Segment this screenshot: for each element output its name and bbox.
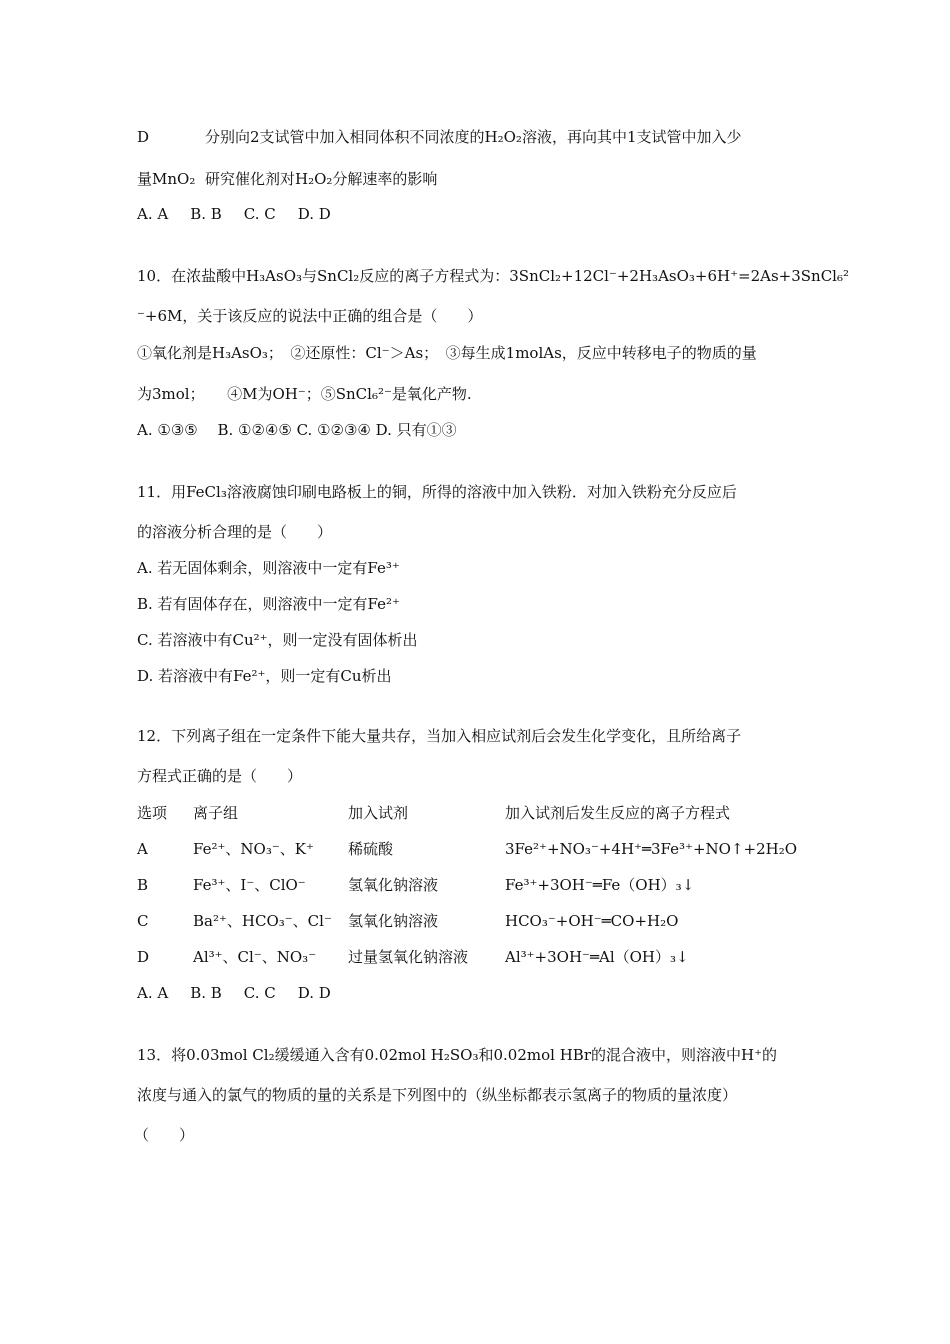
q12-row-d-ions: Al³⁺、Cl⁻、NO₃⁻ bbox=[193, 948, 317, 966]
q9-option-d: D. D bbox=[297, 205, 331, 223]
q13-stem-line2: 浓度与通入的氯气的物质的量的关系是下列图中的（纵坐标都表示氢离子的物质的量浓度） bbox=[137, 1086, 738, 1104]
q9-option-d-purpose: 研究催化剂对H₂O₂分解速率的影响 bbox=[205, 170, 438, 188]
q11-stem-line1: 11．用FeCl₃溶液腐蚀印刷电路板上的铜，所得的溶液中加入铁粉．对加入铁粉充分反应后 bbox=[137, 483, 737, 501]
q12-option-a: A. A bbox=[137, 984, 169, 1002]
q11-stem-line2: 的溶液分析合理的是（ ） bbox=[137, 523, 333, 541]
q10-statements-line2: 为3mol； ④M为OH⁻；⑤SnCl₆²⁻是氧化产物. bbox=[137, 385, 472, 403]
q11-option-a: A. 若无固体剩余，则溶液中一定有Fe³⁺ bbox=[137, 559, 400, 577]
q12-option-b: B. B bbox=[190, 984, 222, 1002]
q12-stem-line2: 方程式正确的是（ ） bbox=[137, 767, 303, 785]
q12-header-option: 选项 bbox=[137, 804, 168, 822]
q11-option-d: D. 若溶液中有Fe²⁺，则一定有Cu析出 bbox=[137, 667, 392, 685]
q11-option-b: B. 若有固体存在，则溶液中一定有Fe²⁺ bbox=[137, 595, 400, 613]
q12-row-b-reagent: 氢氧化钠溶液 bbox=[348, 876, 439, 894]
q12-stem-line1: 12．下列离子组在一定条件下能大量共存，当加入相应试剂后会发生化学变化，且所给离子 bbox=[137, 727, 742, 745]
q12-row-c-ions: Ba²⁺、HCO₃⁻、Cl⁻ bbox=[193, 912, 332, 930]
q10-stem-line1: 10．在浓盐酸中H₃AsO₃与SnCl₂反应的离子方程式为：3SnCl₂+12Cl⁻+2H₃AsO₃+6H⁺=2As+3SnCl₆² bbox=[137, 267, 850, 285]
q10-statements-line1: ①氧化剂是H₃AsO₃； ②还原性：Cl⁻＞As； ③每生成1molAs，反应中转移电子的物质的量 bbox=[137, 344, 757, 362]
q12-row-a-ions: Fe²⁺、NO₃⁻、K⁺ bbox=[193, 840, 314, 858]
q13-answer-blank: （ ） bbox=[134, 1126, 195, 1144]
q12-header-reagent: 加入试剂 bbox=[348, 804, 409, 822]
q12-row-a-equation: 3Fe²⁺+NO₃⁻+4H⁺═3Fe³⁺+NO↑+2H₂O bbox=[505, 840, 798, 858]
q10-stem-line2: ⁻+6M，关于该反应的说法中正确的组合是（ ） bbox=[137, 307, 483, 325]
q9-answer-options bbox=[137, 204, 353, 224]
q12-header-ions: 离子组 bbox=[193, 804, 239, 822]
q12-row-b-ions: Fe³⁺、I⁻、ClO⁻ bbox=[193, 876, 306, 894]
q12-row-b-option: B bbox=[137, 876, 149, 894]
q12-row-d-equation: Al³⁺+3OH⁻═Al（OH）₃↓ bbox=[505, 948, 689, 966]
q12-row-c-reagent: 氢氧化钠溶液 bbox=[348, 912, 439, 930]
q12-option-d: D. D bbox=[297, 984, 331, 1002]
q12-answer-options bbox=[137, 983, 353, 1003]
q13-stem-line1: 13．将0.03mol Cl₂缓缓通入含有0.02mol H₂SO₃和0.02mol HBr的混合液中，则溶液中H⁺的 bbox=[137, 1046, 777, 1064]
q12-option-c: C. C bbox=[243, 984, 276, 1002]
q9-option-c: C. C bbox=[243, 205, 276, 223]
q12-row-a-reagent: 稀硫酸 bbox=[348, 840, 394, 858]
q12-header-equation: 加入试剂后发生反应的离子方程式 bbox=[505, 804, 731, 822]
q12-row-c-option: C bbox=[137, 912, 149, 930]
q10-answer-options: A. ①③⑤ B. ①②④⑤ C. ①②③④ D. 只有①③ bbox=[137, 421, 457, 439]
q9-option-a: A. A bbox=[137, 205, 169, 223]
q9-option-d-text: 分别向2支试管中加入相同体积不同浓度的H₂O₂溶液，再向其中1支试管中加入少 bbox=[205, 128, 742, 146]
q12-row-d-reagent: 过量氢氧化钠溶液 bbox=[348, 948, 469, 966]
q9-option-d-label: D bbox=[137, 128, 150, 146]
q12-row-a-option: A bbox=[137, 840, 148, 858]
q11-option-c: C. 若溶液中有Cu²⁺，则一定没有固体析出 bbox=[137, 631, 418, 649]
q12-row-d-option: D bbox=[137, 948, 150, 966]
q9-option-d-reagent: 量MnO₂ bbox=[137, 170, 196, 188]
q12-row-b-equation: Fe³⁺+3OH⁻═Fe（OH）₃↓ bbox=[505, 876, 695, 894]
q12-row-c-equation: HCO₃⁻+OH⁻═CO+H₂O bbox=[505, 912, 679, 930]
q9-option-b: B. B bbox=[190, 205, 222, 223]
